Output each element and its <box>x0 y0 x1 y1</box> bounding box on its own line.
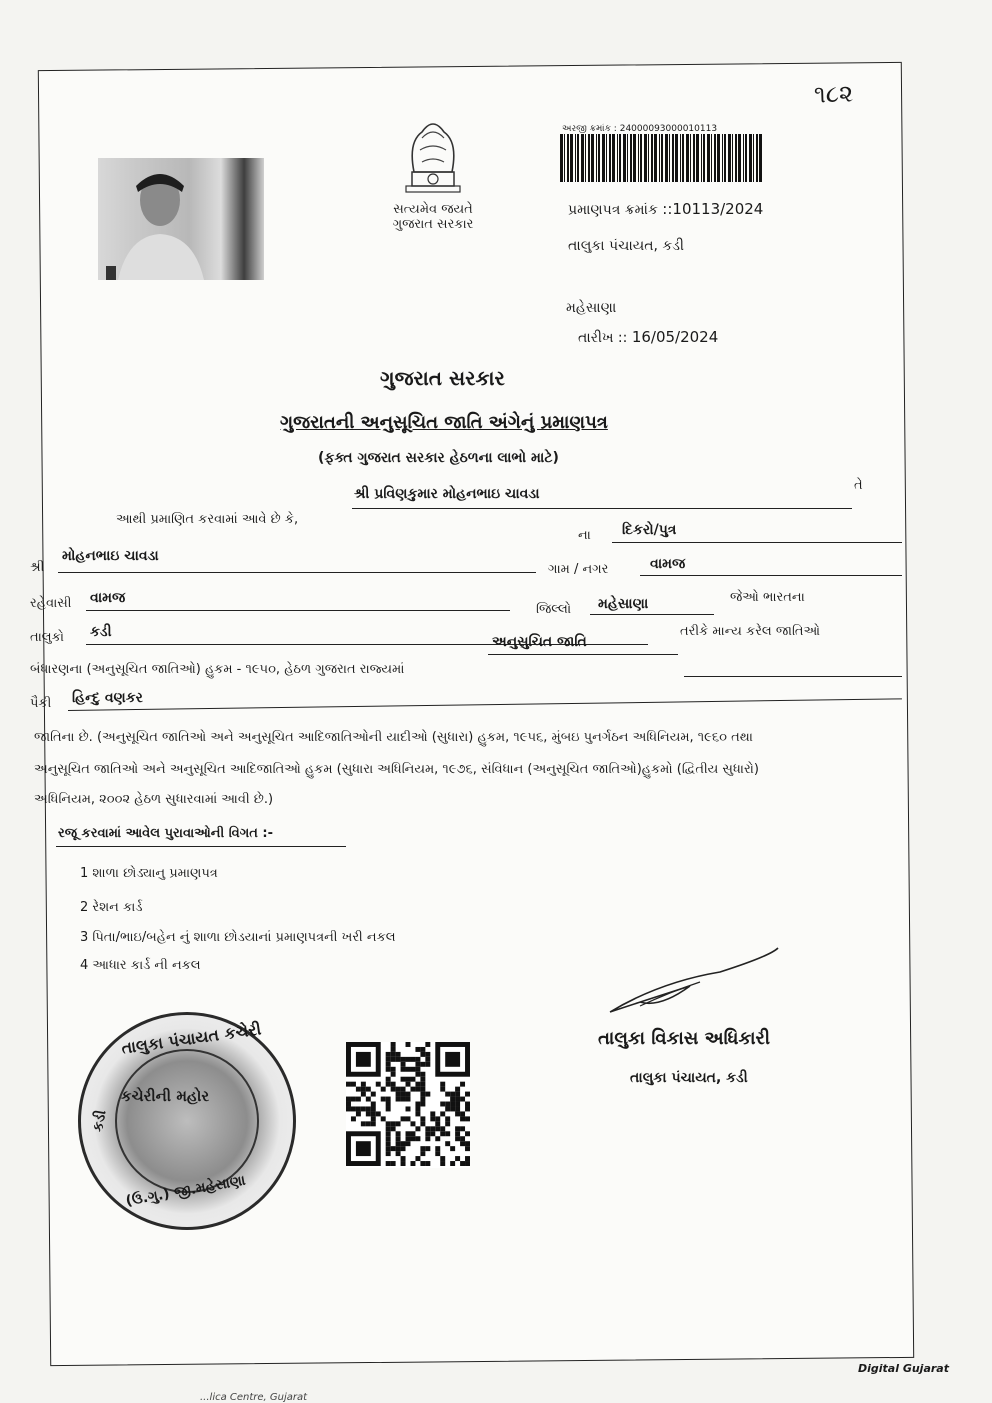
caste-value: હિન્દુ વણકર <box>72 690 143 706</box>
recognized-line <box>684 676 902 677</box>
certificate-date-value: 16/05/2024 <box>631 328 719 346</box>
qr-code-icon <box>346 1042 470 1168</box>
seal-top-text: તાલુકા પંચાયત કચેરી <box>120 1019 263 1058</box>
certificate-date-label: તારીખ :: <box>578 330 628 346</box>
footer-partial-text: ...lica Centre, Gujarat <box>200 1392 308 1403</box>
page-number: ૧૮૨ <box>813 79 854 109</box>
shri-label: શ્રી <box>30 560 45 575</box>
district-value: મહેસાણા <box>598 596 649 612</box>
resident-value: વામજ <box>90 590 126 606</box>
emblem-caption: ગુજરાત સરકાર <box>392 217 474 232</box>
father-name-line <box>58 572 536 573</box>
relation-line <box>612 542 902 543</box>
relation-value: દિકરો/પુત્ર <box>622 522 677 538</box>
certify-text: આથી પ્રમાણિત કરવામાં આવે છે કે, <box>116 512 299 527</box>
government-heading: ગુજરાત સરકાર <box>380 366 505 390</box>
applicant-photo <box>98 158 264 280</box>
taluka-value: કડી <box>90 624 112 640</box>
para-prefix: જાતિના છે. <box>34 730 93 745</box>
evidence-item: 1 શાળા છોડ્યાનુ પ્રમાણપત્ર <box>80 866 218 881</box>
office-seal-inner-ring <box>115 1049 259 1193</box>
taluka-label: તાલુકો <box>30 630 65 645</box>
certificate-number-label: પ્રમાણપત્ર ક્રમાંક <box>568 202 658 218</box>
evidence-heading: રજૂ કરવામાં આવેલ પુરાવાઓની વિગત :- <box>58 826 273 841</box>
certificate-number-value: ::10113/2024 <box>662 200 764 218</box>
application-number-label: અરજી ક્રમાંક : <box>562 124 617 134</box>
district-line <box>590 614 714 615</box>
applicant-name-line <box>352 508 852 509</box>
seal-center-text: કચેરીની મહોર <box>121 1087 210 1105</box>
barcode-icon <box>560 134 762 184</box>
ashoka-lion-emblem-icon <box>388 112 478 198</box>
na-text: ના <box>578 528 591 543</box>
village-label: ગામ / નગર <box>548 562 609 577</box>
certificate-subtitle: (ફક્ત ગુજરાત સરકાર હેઠળના લાભો માટે) <box>318 450 559 466</box>
legal-paragraph-line-3: અધિનિયમ, ૨૦૦૨ હેઠળ સુધારવામાં આવી છે.) <box>34 792 274 807</box>
who-india-text: જેઓ ભારતના <box>730 590 805 605</box>
order-text: બંધારણના (અનુસૂચિત જાતિઓ) હુકમ - ૧૯૫૦, હેઠળ ગુજરાત રાજ્યમાં <box>30 662 405 677</box>
district-label: જિલ્લો <box>536 602 572 617</box>
application-number <box>562 124 717 134</box>
evidence-item: 3 પિતા/ભાઇ/બહેન નું શાળા છોડયાનાં પ્રમાણપત્રની ખરી નકલ <box>80 930 396 945</box>
emblem-motto: સત્યમેવ જયતે <box>393 202 473 217</box>
village-value: વામજ <box>650 556 686 572</box>
among-label: પૈકી <box>30 696 52 711</box>
para-text-1: (અનુસૂચિત જાતિઓ અને અનુસૂચિત આદિજાતિઓની યાદીઓ (સુધારા) હુકમ, ૧૯૫૬, મુંબઇ પુનર્ગઠન અધિનિયમ, ૧૯૬૦ તથા <box>96 730 753 745</box>
resident-line <box>86 610 510 611</box>
state-emblem <box>388 112 478 232</box>
resident-label: રહેવાસી <box>30 596 72 611</box>
seal-left-text: કડી <box>90 1108 110 1134</box>
office-seal <box>78 1012 296 1230</box>
evidence-item: 2 રેશન કાર્ડ <box>80 900 143 915</box>
father-name: મોહનભાઇ ચાવડા <box>62 548 159 564</box>
recognized-text: તરીકે માન્ય કરેલ જાતિઓ <box>680 624 821 639</box>
seal-bottom-text: (ઉ.ગુ.) જી.મહેસાણા <box>124 1172 247 1210</box>
legal-paragraph-line-2: અનુસૂચિત જાતિઓ અને અનુસૂચિત આદિજાતિઓ હુકમ (સુધારા અધિનિયમ, ૧૯૭૬, સંવિધાન (અનુસૂચિત જાતિઓ)હુકમો (દ્વિતીય સુધારો) <box>34 762 759 777</box>
certificate-office: તાલુકા પંચાયત, કડી <box>568 238 684 254</box>
certificate-district: મહેસાણા <box>566 300 617 316</box>
signature-icon <box>600 942 790 1022</box>
te-text: તે <box>854 478 863 493</box>
legal-paragraph-line-1 <box>34 730 914 745</box>
certificate-date <box>578 328 718 346</box>
village-line <box>640 575 902 576</box>
category-line <box>488 654 678 655</box>
evidence-heading-underline <box>56 846 346 847</box>
category-value: અનુસુચિત જાતિ <box>492 634 587 650</box>
signatory-office: તાલુકા પંચાયત, કડી <box>630 1070 748 1086</box>
person-photo-icon <box>98 158 264 280</box>
certificate-title: ગુજરાતની અનુસૂચિત જાતિ અંગેનું પ્રમાણપત્ર <box>280 412 608 433</box>
evidence-item: 4 આધાર કાર્ડ ની નકલ <box>80 958 201 973</box>
footer-brand: Digital Gujarat <box>858 1362 949 1375</box>
applicant-name: શ્રી પ્રવિણકુમાર મોહનભાઇ ચાવડા <box>354 486 540 502</box>
certificate-number <box>568 200 763 218</box>
application-number-value: 24000093000010113 <box>619 124 718 134</box>
signatory-title: તાલુકા વિકાસ અધિકારી <box>598 1028 771 1049</box>
